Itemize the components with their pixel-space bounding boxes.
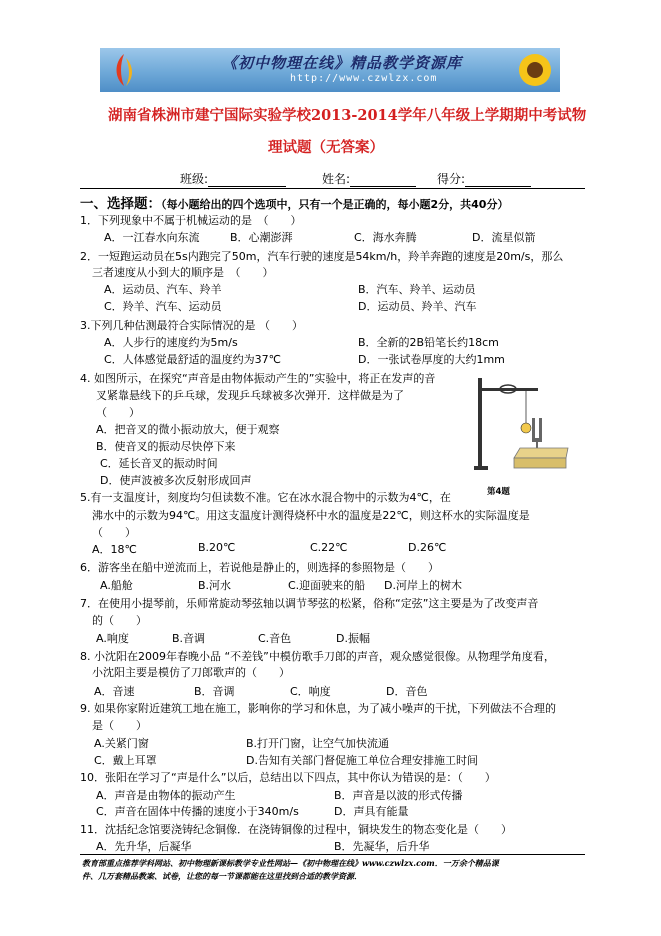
q10-option-d[interactable]: D．声具有能量 [334, 805, 409, 818]
q4-option-b[interactable]: B．使音叉的振动尽快停下来 [96, 440, 236, 453]
q8-option-c[interactable]: C．响度 [290, 685, 331, 698]
q6-option-d[interactable]: D.河岸上的树木 [384, 579, 462, 592]
q5-option-a[interactable]: A．18℃ [92, 543, 137, 556]
question-8-stem-cont: 小沈阳主要是模仿了刀郎歌声的（ ） [92, 666, 290, 679]
q2-option-d[interactable]: D．运动员、羚羊、汽车 [358, 300, 477, 313]
q6-option-b[interactable]: B.河水 [198, 579, 232, 592]
question-3-stem: 3.下列几种估测最符合实际情况的是 （ ） [80, 319, 303, 332]
question-5-stem-cont2: （ ） [92, 526, 136, 539]
header-banner [100, 48, 560, 92]
q7-option-b[interactable]: B.音调 [172, 632, 206, 645]
question-10-stem: 10．张阳在学习了“声是什么”以后，总结出以下四点，其中你认为错误的是：（ ） [80, 771, 496, 784]
q7-option-c[interactable]: C.音色 [258, 632, 292, 645]
footer-line2: 件、几万套精品教案、试卷，让您的每一节课都能在这里找到合适的教学资源． [82, 871, 362, 881]
question-2-stem-cont: 三者速度从小到大的顺序是 （ ） [92, 266, 274, 279]
name-label: 姓名: [322, 172, 351, 186]
question-2-stem: 2．一短跑运动员在5s内跑完了50m，汽车行驶的速度是54km/h，羚羊奔跑的速度是20m/s，那么 [80, 250, 564, 263]
class-field[interactable] [180, 170, 286, 187]
q3-option-b[interactable]: B．全新的2B铅笔长约18cm [358, 336, 499, 349]
q8-option-a[interactable]: A．音速 [94, 685, 135, 698]
q9-option-d[interactable]: D.告知有关部门督促施工单位合理安排施工时间 [246, 754, 478, 767]
q7-option-a[interactable]: A.响度 [96, 632, 129, 645]
q2-option-c[interactable]: C．羚羊、汽车、运动员 [104, 300, 222, 313]
q5-option-b[interactable]: B.20℃ [198, 541, 236, 554]
q6-option-c[interactable]: C.迎面驶来的船 [288, 579, 366, 592]
q7-option-d[interactable]: D.振幅 [336, 632, 370, 645]
q1-option-a[interactable]: A．一江春水向东流 [104, 231, 200, 244]
q9-option-b[interactable]: B.打开门窗，让空气加快流通 [246, 737, 390, 750]
section-heading [80, 192, 508, 212]
q11-option-b[interactable]: B．先凝华，后升华 [334, 840, 430, 853]
q3-option-d[interactable]: D．一张试卷厚度的大约1mm [358, 353, 505, 366]
q4-option-c[interactable]: C．延长音叉的振动时间 [100, 457, 218, 470]
footer-line1: 教育部重点推荐学科网站、初中物理新课标教学专业性网站—《初中物理在线》www.czwlzx.com．一万余个精品课 [82, 858, 499, 868]
footer-divider [80, 854, 585, 855]
q10-option-c[interactable]: C．声音在固体中传播的速度小于340m/s [96, 805, 299, 818]
question-1-stem: 1．下列现象中不属于机械运动的是 （ ） [80, 214, 302, 227]
question-5-stem: 5.有一支温度计，刻度均匀但读数不准。它在冰水混合物中的示数为4℃，在 [80, 491, 451, 504]
question-6-stem: 6．游客坐在船中逆流而上，若说他是静止的，则选择的参照物是（ ） [80, 561, 439, 574]
q5-option-d[interactable]: D.26℃ [408, 541, 447, 554]
question-7-stem-cont: 的（ ） [92, 614, 147, 627]
figure-4-caption: 第4题 [487, 487, 510, 497]
question-9-stem: 9. 如果你家附近建筑工地在施工，影响你的学习和休息，为了减小噪声的干扰，下列做法不合理的 [80, 702, 556, 715]
section-title: 一、选择题： [80, 196, 161, 212]
tuning-fork-figure [468, 376, 576, 474]
q10-option-b[interactable]: B．声音是以波的形式传播 [334, 789, 463, 802]
q9-option-c[interactable]: C．戴上耳罩 [94, 754, 157, 767]
q3-option-c[interactable]: C．人体感觉最舒适的温度约为37℃ [104, 353, 282, 366]
section-note: （每小题给出的四个选项中，只有一个是正确的，每小题2分，共40分） [161, 198, 509, 211]
q9-option-a[interactable]: A.关紧门窗 [94, 737, 149, 750]
question-4-stem-cont2: （ ） [96, 406, 140, 419]
q8-option-d[interactable]: D．音色 [386, 685, 428, 698]
question-11-stem: 11．沈括纪念馆要浇铸纪念铜像．在浇铸铜像的过程中，铜块发生的物态变化是（ ） [80, 823, 512, 836]
q6-option-a[interactable]: A.船舱 [100, 579, 133, 592]
question-9-stem-cont: 是（ ） [92, 719, 147, 732]
q5-option-c[interactable]: C.22℃ [310, 541, 348, 554]
question-5-stem-cont: 沸水中的示数为94℃。用这支温度计测得烧杯中水的温度是22℃，则这杯水的实际温度是 [92, 509, 530, 522]
q1-option-c[interactable]: C．海水奔腾 [354, 231, 417, 244]
banner-title: 《初中物理在线》精品教学资源库 [222, 54, 463, 72]
q4-option-a[interactable]: A．把音叉的微小振动放大，便于观察 [96, 423, 280, 436]
name-field[interactable] [322, 170, 416, 187]
q2-option-b[interactable]: B．汽车、羚羊、运动员 [358, 283, 476, 296]
score-label: 得分: [437, 172, 466, 186]
banner-url[interactable]: http://www.czwlzx.com [290, 73, 438, 84]
document-title-line2: 理试题（无答案） [268, 139, 384, 156]
q1-option-b[interactable]: B．心潮澎湃 [230, 231, 293, 244]
question-4-stem: 4. 如图所示，在探究“声音是由物体振动产生的”实验中，将正在发声的音 [80, 372, 436, 385]
q4-option-d[interactable]: D．使声波被多次反射形成回声 [100, 474, 252, 487]
q10-option-a[interactable]: A．声音是由物体的振动产生 [96, 789, 236, 802]
document-title-line1: 湖南省株洲市建宁国际实验学校2013-2014学年八年级上学期期中考试物 [108, 107, 587, 124]
class-label: 班级: [180, 172, 209, 186]
question-4-stem-cont: 叉紧靠悬线下的乒乓球，发现乒乓球被多次弹开．这样做是为了 [96, 389, 404, 402]
q11-option-a[interactable]: A．先升华，后凝华 [96, 840, 192, 853]
question-8-stem: 8. 小沈阳在2009年春晚小品 “不差钱”中模仿歌手刀郎的声音，观众感觉很像。从物理学角度看， [80, 650, 555, 663]
q3-option-a[interactable]: A．人步行的速度约为5m/s [104, 336, 238, 349]
site-logo-icon [110, 52, 138, 88]
q8-option-b[interactable]: B．音调 [194, 685, 235, 698]
question-7-stem: 7．在使用小提琴前，乐师常旋动琴弦轴以调节琴弦的松紧，俗称“定弦”这主要是为了改变声音 [80, 597, 539, 610]
q1-option-d[interactable]: D．流星似箭 [472, 231, 536, 244]
q2-option-a[interactable]: A．运动员、汽车、羚羊 [104, 283, 222, 296]
header-divider [80, 188, 585, 189]
sunflower-icon [514, 50, 556, 90]
score-field[interactable] [437, 170, 531, 187]
